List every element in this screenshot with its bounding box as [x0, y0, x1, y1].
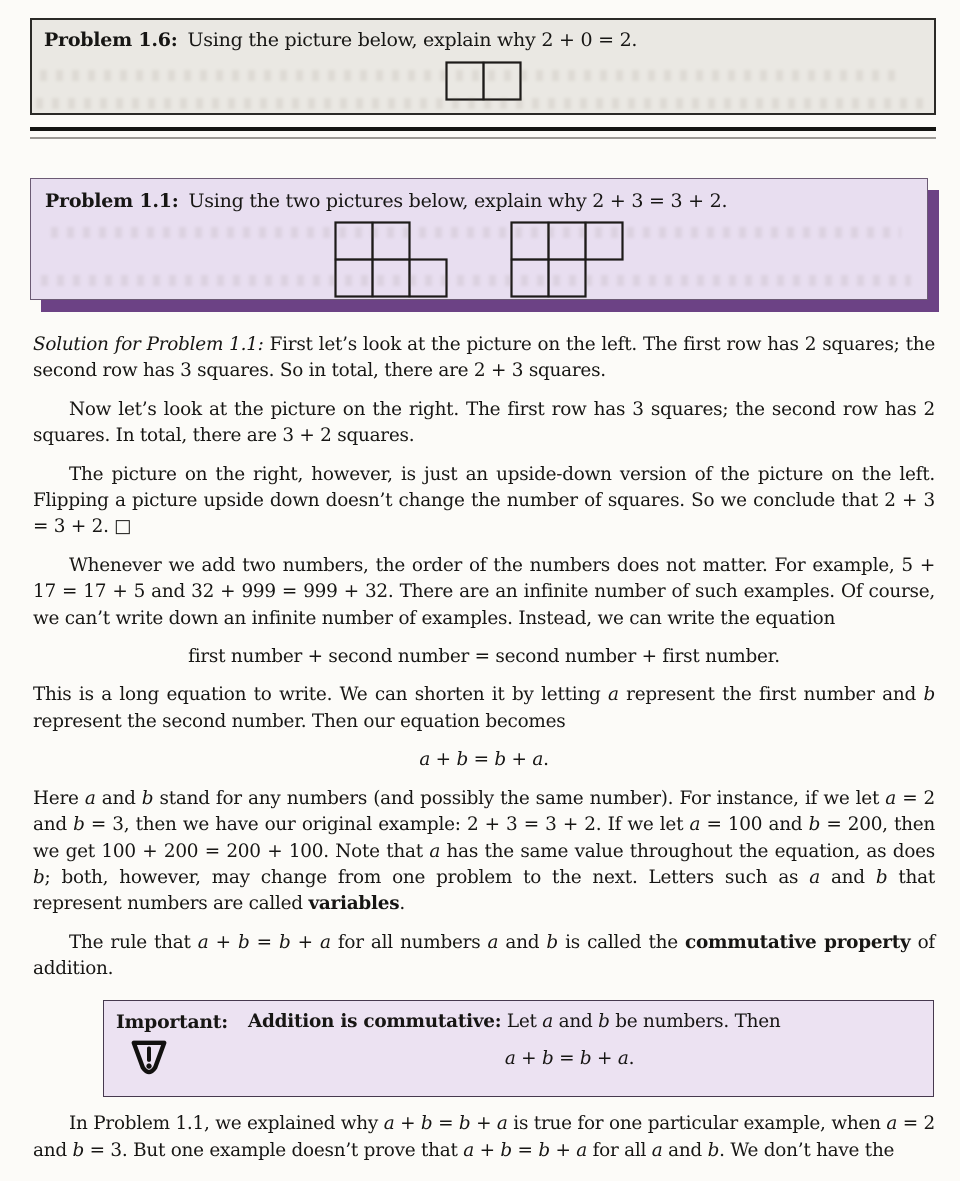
paragraph-one-example: In Problem 1.1, we explained why a + b = b + a is true for one particular example, when a = 2 and b = 3. But one example doesn’t prove that a + b = b + a for all a and b. We don’t have the	[33, 1113, 935, 1161]
problem-1-1-label: Problem 1.1:	[45, 190, 179, 212]
problem-1-1-figure-row	[45, 221, 913, 298]
solution-paragraph: Solution for Problem 1.1: First let’s look at the picture on the left. The first row has 2 squares; the second row has 3 squares. So in total, there are 2 + 3 squares.	[33, 334, 936, 382]
problem-1-1-text: Using the two pictures below, explain why 2 + 3 = 3 + 2.	[188, 190, 728, 212]
important-content	[248, 1009, 921, 1087]
paragraph-upside-down: The picture on the right, however, is just an upside-down version of the picture on the left. Flipping a picture upside down doesn’t change the number of squares. So we conclude that 2 + 3 = 3 + 2. □	[33, 463, 935, 538]
two-squares-figure	[445, 61, 522, 101]
problem-1-1-statement	[45, 188, 913, 215]
problem-1-6-label: Problem 1.6:	[44, 29, 178, 51]
squares-figure-2-over-3	[334, 221, 448, 298]
problem-1-6-text: Using the picture below, explain why 2 + 0 = 2.	[187, 29, 638, 51]
problem-1-6-figure-row	[44, 61, 922, 101]
paragraph-long-equation: This is a long equation to write. We can shorten it by letting a represent the first number and b represent the second number. Then our equation becomes	[33, 684, 936, 732]
divider-thin-rule	[30, 137, 936, 139]
paragraph-commutative-property: The rule that a + b = b + a for all numbers a and b is called the commutative property of addition.	[33, 931, 935, 980]
problem-1-6-box	[30, 18, 936, 115]
important-equation: a + b = b + a.	[504, 1047, 635, 1069]
important-label-column	[116, 1009, 248, 1087]
squares-figure-3-over-2	[510, 221, 624, 298]
warning-exclamation-icon	[128, 1038, 248, 1086]
important-statement: Addition is commutative: Let a and b be numbers. Then	[248, 1010, 781, 1032]
body-text	[33, 332, 935, 1176]
section-divider	[30, 127, 936, 139]
paragraph-variables: Here a and b stand for any numbers (and possibly the same number). For instance, if we let a = 2 and b = 3, then we have our original example: 2 + 3 = 3 + 2. If we let a = 100 and b = 200, then we get 100 + 200 = 200 + 100. Note that a has the same value throughout the equation, as does b; both, however, may change from one problem to the next. Letters such as a and b that represent numbers are called variables.	[33, 787, 936, 915]
equation-a-plus-b: a + b = b + a.	[419, 749, 549, 771]
paragraph-right-picture: Now let’s look at the picture on the right. The first row has 3 squares; the second row has 2 squares. In total, there are 3 + 2 squares.	[33, 398, 935, 447]
problem-1-6-statement	[44, 27, 922, 54]
paragraph-order-does-not-matter: Whenever we add two numbers, the order of the numbers does not matter. For example, 5 + 17 = 17 + 5 and 32 + 999 = 999 + 32. There are an infinite number of such examples. Of course, we can’t write down an infinite number of examples. Instead, we can write the equation	[33, 554, 935, 629]
important-callout-box	[103, 1000, 934, 1098]
equation-first-second-number: first number + second number = second number + first number.	[188, 646, 780, 668]
divider-thick-rule	[30, 127, 936, 131]
problem-1-1-box	[30, 178, 928, 300]
important-label: Important:	[116, 1010, 228, 1033]
